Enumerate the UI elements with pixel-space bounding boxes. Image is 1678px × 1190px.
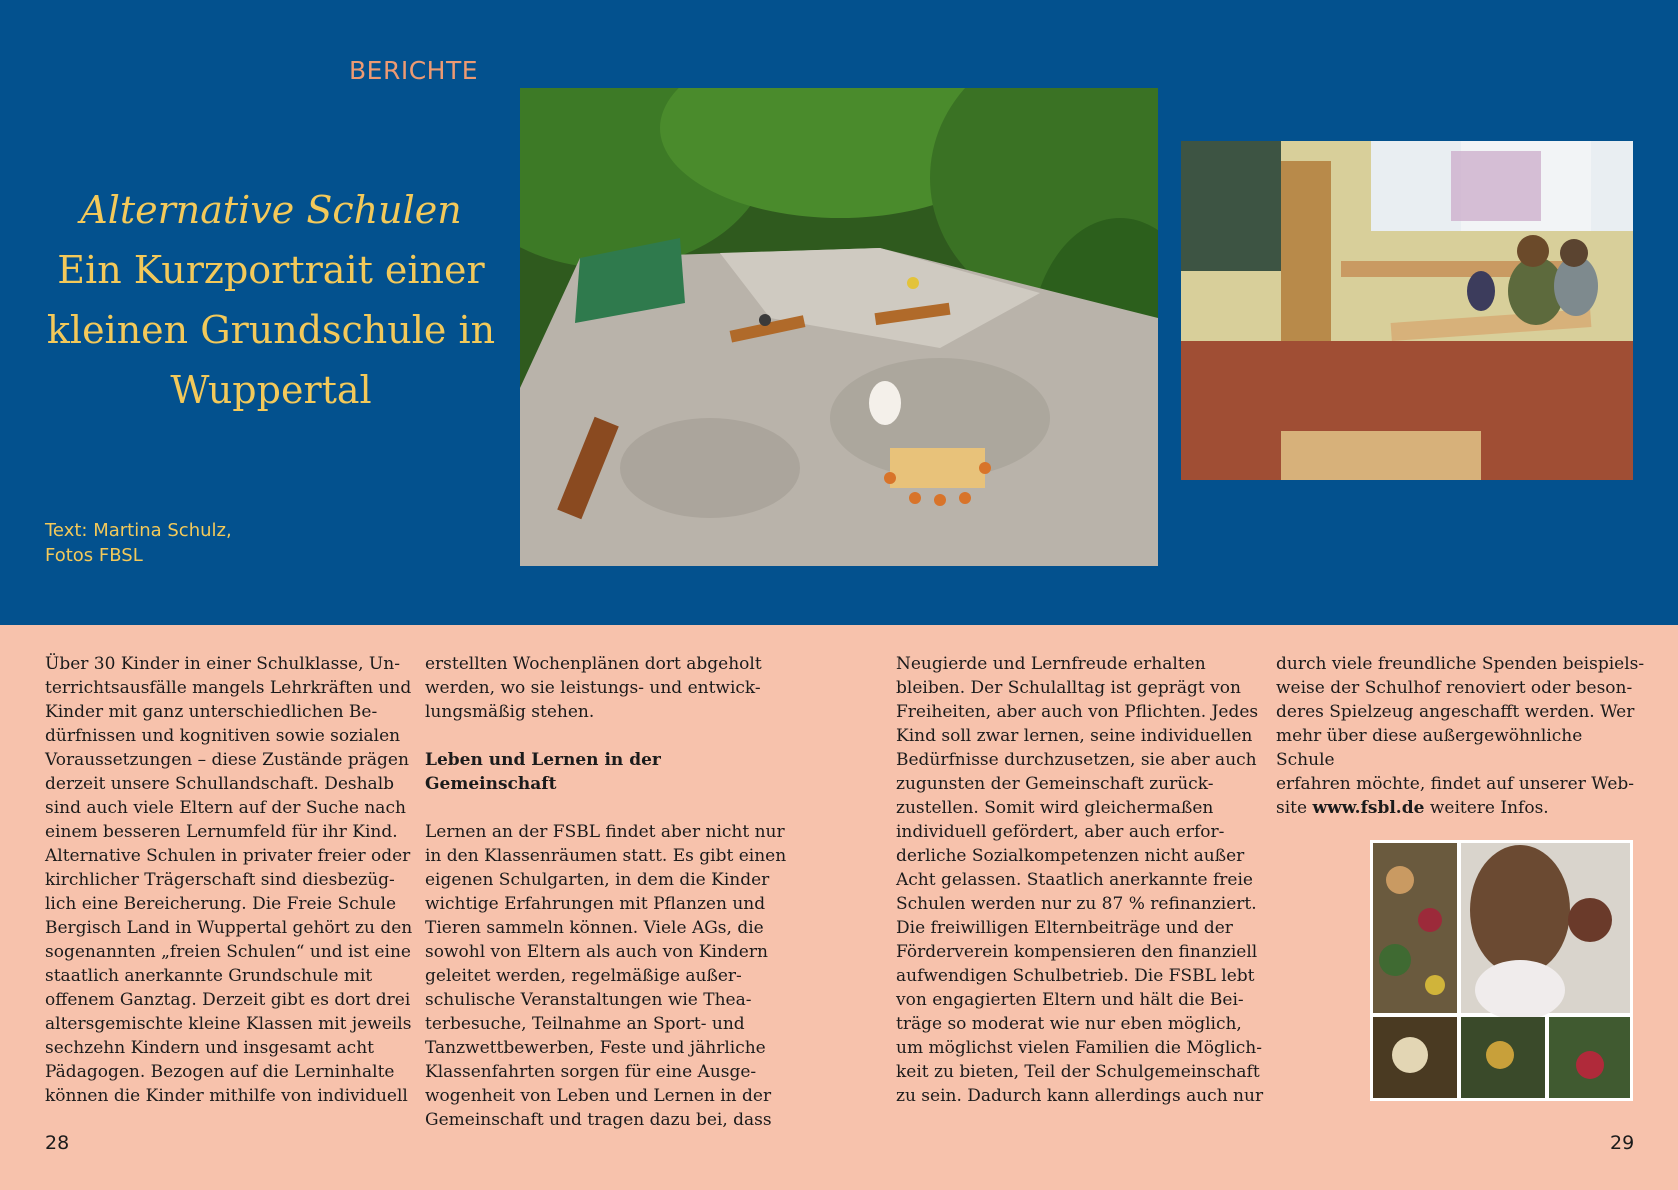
text-line: in den Klassenräumen statt. Es gibt einen: [425, 846, 787, 866]
text-line: Über 30 Kinder in einer Schulklasse, Un-: [45, 654, 400, 674]
text-line: Kind soll zwar lernen, seine individuellen: [896, 726, 1253, 746]
text-line: zu sein. Dadurch kann allerdings auch nur: [896, 1086, 1264, 1106]
text-line-last: [1276, 796, 1646, 820]
text-line: zustellen. Somit wird gleichermaßen: [896, 798, 1214, 818]
text-line: erstellten Wochenplänen dort abgeholt: [425, 654, 762, 674]
courtyard-photo: [520, 88, 1158, 566]
text-line: erfahren möchte, findet auf unserer Web-: [1276, 774, 1635, 794]
text-line: deres Spielzeug angeschafft werden. Wer: [1276, 702, 1635, 722]
text-line: Klassenfahrten sorgen für eine Ausge-: [425, 1062, 757, 1082]
text-line: sechzehn Kindern und insgesamt acht: [45, 1038, 374, 1058]
text-line: schulische Veranstaltungen wie Thea-: [425, 990, 752, 1010]
section-label: BERICHTE: [349, 56, 479, 85]
title-line: Wuppertal: [170, 368, 372, 412]
text-line: geleitet werden, regelmäßige außer-: [425, 966, 742, 986]
text-line: einem besseren Lernumfeld für ihr Kind.: [45, 822, 398, 842]
website-link[interactable]: www.fsbl.de: [1312, 798, 1425, 818]
text-line: eigenen Schulgarten, in dem die Kinder: [425, 870, 770, 890]
text-line: Bergisch Land in Wuppertal gehört zu den: [45, 918, 413, 938]
text-line: Förderverein kompensieren den finanziell: [896, 942, 1258, 962]
text-line: träge so moderat wie nur eben möglich,: [896, 1014, 1242, 1034]
text-fragment: weitere Infos.: [1424, 798, 1549, 818]
text-line: durch viele freundliche Spenden beispiels-: [1276, 654, 1645, 674]
subheading: Leben und Lernen in der Gemeinschaft: [425, 750, 661, 794]
text-line: mehr über diese außergewöhnliche Schule: [1276, 726, 1583, 770]
text-line: Voraussetzungen – diese Zustände prägen: [45, 750, 409, 770]
paragraph-spacer: [425, 724, 795, 748]
text-line: Alternative Schulen in privater freier oder: [45, 846, 411, 866]
text-column-4: [1276, 652, 1646, 820]
text-line: Lernen an der FSBL findet aber nicht nur: [425, 822, 785, 842]
text-line: bleiben. Der Schulalltag ist geprägt von: [896, 678, 1241, 698]
text-fragment: site: [1276, 798, 1313, 818]
text-line: Tieren sammeln können. Viele AGs, die: [425, 918, 764, 938]
text-line: derliche Sozialkompetenzen nicht außer: [896, 846, 1245, 866]
text-line: sogenannten „freien Schulen“ und ist eine: [45, 942, 411, 962]
credit-line: Fotos FBSL: [45, 545, 143, 566]
text-line: wichtige Erfahrungen mit Pflanzen und: [425, 894, 766, 914]
text-line: Pädagogen. Bezogen auf die Lerninhalte: [45, 1062, 395, 1082]
text-line: lich eine Bereicherung. Die Freie Schule: [45, 894, 397, 914]
text-line: terbesuche, Teilnahme an Sport- und: [425, 1014, 745, 1034]
page-number-right: 29: [1610, 1132, 1635, 1154]
text-column-1: [45, 652, 415, 1108]
text-line: werden, wo sie leistungs- und entwick-: [425, 678, 761, 698]
text-line: um möglichst vielen Familien die Möglich-: [896, 1038, 1262, 1058]
title-italic: Alternative Schulen: [80, 188, 462, 232]
text-line: können die Kinder mithilfe von individuell: [45, 1086, 408, 1106]
text-line: Schulen werden nur zu 87 % refinanziert.: [896, 894, 1257, 914]
text-line: Tanzwettbewerben, Feste und jährliche: [425, 1038, 766, 1058]
author-credit: [45, 518, 232, 568]
text-line: Gemeinschaft und tragen dazu bei, dass: [425, 1110, 772, 1130]
text-line: altersgemischte kleine Klassen mit jeweils: [45, 1014, 412, 1034]
classroom-photo: [1181, 141, 1633, 480]
text-line: lungsmäßig stehen.: [425, 702, 595, 722]
text-line: zugunsten der Gemeinschaft zurück-: [896, 774, 1214, 794]
title-line: kleinen Grundschule in: [46, 308, 496, 352]
text-line: keit zu bieten, Teil der Schulgemeinschaft: [896, 1062, 1260, 1082]
text-line: staatlich anerkannte Grundschule mit: [45, 966, 373, 986]
text-column-3: [896, 652, 1266, 1108]
text-line: Bedürfnisse durchzusetzen, sie aber auch: [896, 750, 1257, 770]
text-line: individuell gefördert, aber auch erfor-: [896, 822, 1225, 842]
crafts-collage-photo: [1370, 840, 1633, 1101]
page-number-left: 28: [45, 1132, 70, 1154]
text-line: aufwendigen Schulbetrieb. Die FSBL lebt: [896, 966, 1255, 986]
text-line: wogenheit von Leben und Lernen in der: [425, 1086, 772, 1106]
article-title: [36, 180, 506, 420]
text-line: sowohl von Eltern als auch von Kindern: [425, 942, 768, 962]
text-line: dürfnissen und kognitiven sowie sozialen: [45, 726, 401, 746]
text-line: Neugierde und Lernfreude erhalten: [896, 654, 1206, 674]
paragraph-spacer: [425, 796, 795, 820]
credit-line: Text: Martina Schulz,: [45, 520, 232, 541]
text-column-2: [425, 652, 795, 1132]
title-line: Ein Kurzportrait einer: [57, 248, 485, 292]
text-line: offenem Ganztag. Derzeit gibt es dort drei: [45, 990, 411, 1010]
text-line: Die freiwilligen Elternbeiträge und der: [896, 918, 1233, 938]
text-line: sind auch viele Eltern auf der Suche nach: [45, 798, 406, 818]
text-line: terrichtsausfälle mangels Lehrkräften und: [45, 678, 412, 698]
text-line: von engagierten Eltern und hält die Bei-: [896, 990, 1244, 1010]
text-line: Acht gelassen. Staatlich anerkannte freie: [896, 870, 1253, 890]
text-line: Kinder mit ganz unterschiedlichen Be-: [45, 702, 378, 722]
text-line: weise der Schulhof renoviert oder beson-: [1276, 678, 1633, 698]
text-line: derzeit unsere Schullandschaft. Deshalb: [45, 774, 395, 794]
text-line: kirchlicher Trägerschaft sind diesbezüg-: [45, 870, 395, 890]
text-line: Freiheiten, aber auch von Pflichten. Jedes: [896, 702, 1259, 722]
